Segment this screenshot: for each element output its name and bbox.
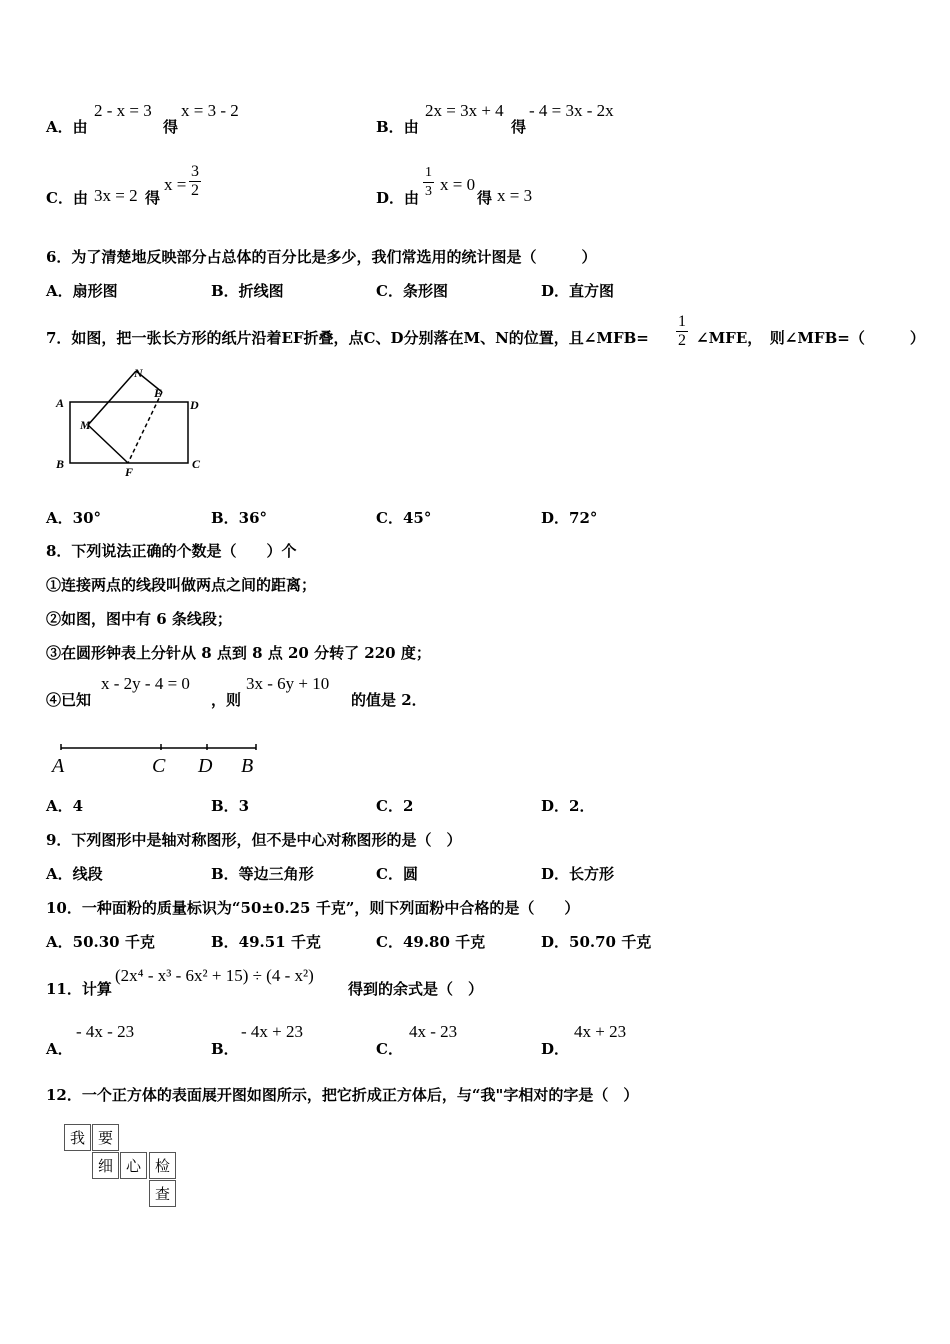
q5-option-b-eq1: 2x = 3x + 4 bbox=[425, 101, 504, 120]
q5-option-b-de: 得 bbox=[511, 118, 527, 136]
net-cell-jian: 检 bbox=[149, 1152, 176, 1179]
q8-statement-4-value: 的值是 2． bbox=[351, 691, 427, 709]
q5-option-d-eq2: x = 3 bbox=[497, 186, 533, 205]
q9-option-c: C．圆 bbox=[376, 865, 418, 883]
q8-option-b: B．3 bbox=[211, 797, 250, 815]
label-e: E bbox=[154, 386, 163, 400]
q5-option-d: D．由 bbox=[376, 189, 420, 207]
q7-option-a: A．30° bbox=[46, 509, 102, 527]
q11-stem-part1: 11．计算 bbox=[46, 980, 112, 998]
q5-option-b: B．由 bbox=[376, 118, 419, 136]
rectangle-abcd bbox=[70, 402, 188, 463]
q6-option-b: B．折线图 bbox=[211, 282, 284, 300]
q9-option-d: D．长方形 bbox=[541, 865, 615, 883]
q5-option-c-eq2: x = bbox=[164, 175, 187, 194]
q8-option-c: C．2 bbox=[376, 797, 414, 815]
q11-option-c: C． bbox=[376, 1040, 403, 1058]
q8-line-segment-figure bbox=[50, 738, 270, 780]
net-cell-wo: 我 bbox=[64, 1124, 91, 1151]
q10-option-a: A．50.30 千克 bbox=[46, 933, 155, 951]
q9-option-a: A．线段 bbox=[46, 865, 103, 883]
q11-option-a: A． bbox=[46, 1040, 73, 1058]
q7-stem-part2: ∠MFE， 则∠MFB=（ ） bbox=[696, 329, 925, 347]
q10-option-d: D．50.70 千克 bbox=[541, 933, 652, 951]
q9-option-b: B．等边三角形 bbox=[211, 865, 314, 883]
q7-option-d: D．72° bbox=[541, 509, 598, 527]
label-d: D bbox=[190, 398, 199, 412]
label-m: M bbox=[80, 418, 91, 432]
folded-edge-fm-mn bbox=[88, 371, 136, 463]
q8-statement-4: ④已知 bbox=[46, 691, 92, 709]
q11-option-d: D． bbox=[541, 1040, 570, 1058]
q11-option-c-expr: 4x - 23 bbox=[409, 1022, 458, 1041]
q11-option-b-expr: - 4x + 23 bbox=[241, 1022, 303, 1041]
label-c: C bbox=[192, 457, 201, 471]
q9-stem: 9．下列图形中是轴对称图形，但不是中心对称图形的是（ ） bbox=[46, 831, 462, 849]
q5-option-a-eq1: 2 - x = 3 bbox=[94, 101, 152, 120]
q6-stem: 6．为了清楚地反映部分占总体的百分比是多少，我们常选用的统计图是（ ） bbox=[46, 248, 597, 266]
q11-option-a-expr: - 4x - 23 bbox=[76, 1022, 135, 1041]
q8-statement-4-equation: x - 2y - 4 = 0 bbox=[101, 674, 190, 693]
q8-statement-1: ①连接两点的线段叫做两点之间的距离； bbox=[46, 576, 317, 594]
q5-option-c-de: 得 bbox=[145, 189, 161, 207]
q6-option-d: D．直方图 bbox=[541, 282, 615, 300]
q5-option-a: A．由 bbox=[46, 118, 88, 136]
q8-option-d: D．2． bbox=[541, 797, 595, 815]
label-f: F bbox=[125, 465, 134, 479]
q8-statement-3: ③在圆形钟表上分针从 8 点到 8 点 20 分转了 220 度； bbox=[46, 644, 431, 662]
net-cell-yao: 要 bbox=[92, 1124, 119, 1151]
q8-statement-4-expression: 3x - 6y + 10 bbox=[246, 674, 330, 693]
q6-option-a: A．扇形图 bbox=[46, 282, 118, 300]
q8-option-a: A．4 bbox=[46, 797, 84, 815]
q5-option-c-eq1: 3x = 2 bbox=[94, 186, 138, 205]
q5-option-d-eq1: x = 0 bbox=[440, 175, 476, 194]
q7-option-c: C．45° bbox=[376, 509, 432, 527]
q5-option-d-fraction: $\frac{1}{3}$ bbox=[425, 165, 432, 199]
q11-option-d-expr: 4x + 23 bbox=[574, 1022, 627, 1041]
point-label-a: A bbox=[52, 755, 65, 777]
q8-stem: 8．下列说法正确的个数是（ ）个 bbox=[46, 542, 297, 560]
point-label-b: B bbox=[241, 755, 254, 777]
net-cell-cha: 查 bbox=[149, 1180, 176, 1207]
q6-option-c: C．条形图 bbox=[376, 282, 448, 300]
q11-option-b: B． bbox=[211, 1040, 239, 1058]
q5-option-c-fraction: $\frac{3}{2}$ bbox=[191, 163, 199, 199]
net-cell-xi: 细 bbox=[92, 1152, 119, 1179]
label-n: N bbox=[134, 366, 143, 380]
q7-folding-figure bbox=[50, 362, 220, 487]
q5-option-b-eq2: - 4 = 3x - 2x bbox=[529, 101, 614, 120]
q5-option-a-eq2: x = 3 - 2 bbox=[181, 101, 239, 120]
q7-fraction: $\frac{1}{2}$ bbox=[678, 313, 686, 349]
q10-option-b: B．49.51 千克 bbox=[211, 933, 321, 951]
q5-option-a-de: 得 bbox=[163, 118, 179, 136]
point-label-c: C bbox=[152, 755, 166, 777]
q5-option-d-de: 得 bbox=[477, 189, 493, 207]
q10-option-c: C．49.80 千克 bbox=[376, 933, 486, 951]
q10-stem: 10．一种面粉的质量标识为“50±0.25 千克”，则下列面粉中合格的是（ ） bbox=[46, 899, 580, 917]
q12-stem: 12．一个正方体的表面展开图如图所示，把它折成正方体后，与“我"字相对的字是（ ） bbox=[46, 1086, 639, 1104]
q8-statement-2: ②如图，图中有 6 条线段； bbox=[46, 610, 232, 628]
q11-stem-part2: 得到的余式是（ ） bbox=[348, 980, 484, 998]
q8-statement-4-then: ，则 bbox=[211, 691, 242, 709]
q5-option-c: C．由 bbox=[46, 189, 88, 207]
label-a: A bbox=[56, 396, 65, 410]
q11-expression: (2x⁴ - x³ - 6x² + 15) ÷ (4 - x²) bbox=[115, 966, 314, 985]
point-label-d: D bbox=[198, 755, 213, 777]
q12-cube-net bbox=[64, 1124, 184, 1214]
label-b: B bbox=[56, 457, 65, 471]
q7-stem-part1: 7．如图，把一张长方形的纸片沿着EF折叠，点C、D分别落在M、N的位置，且∠MFB= bbox=[46, 329, 649, 347]
q7-option-b: B．36° bbox=[211, 509, 268, 527]
net-cell-xin: 心 bbox=[120, 1152, 147, 1179]
